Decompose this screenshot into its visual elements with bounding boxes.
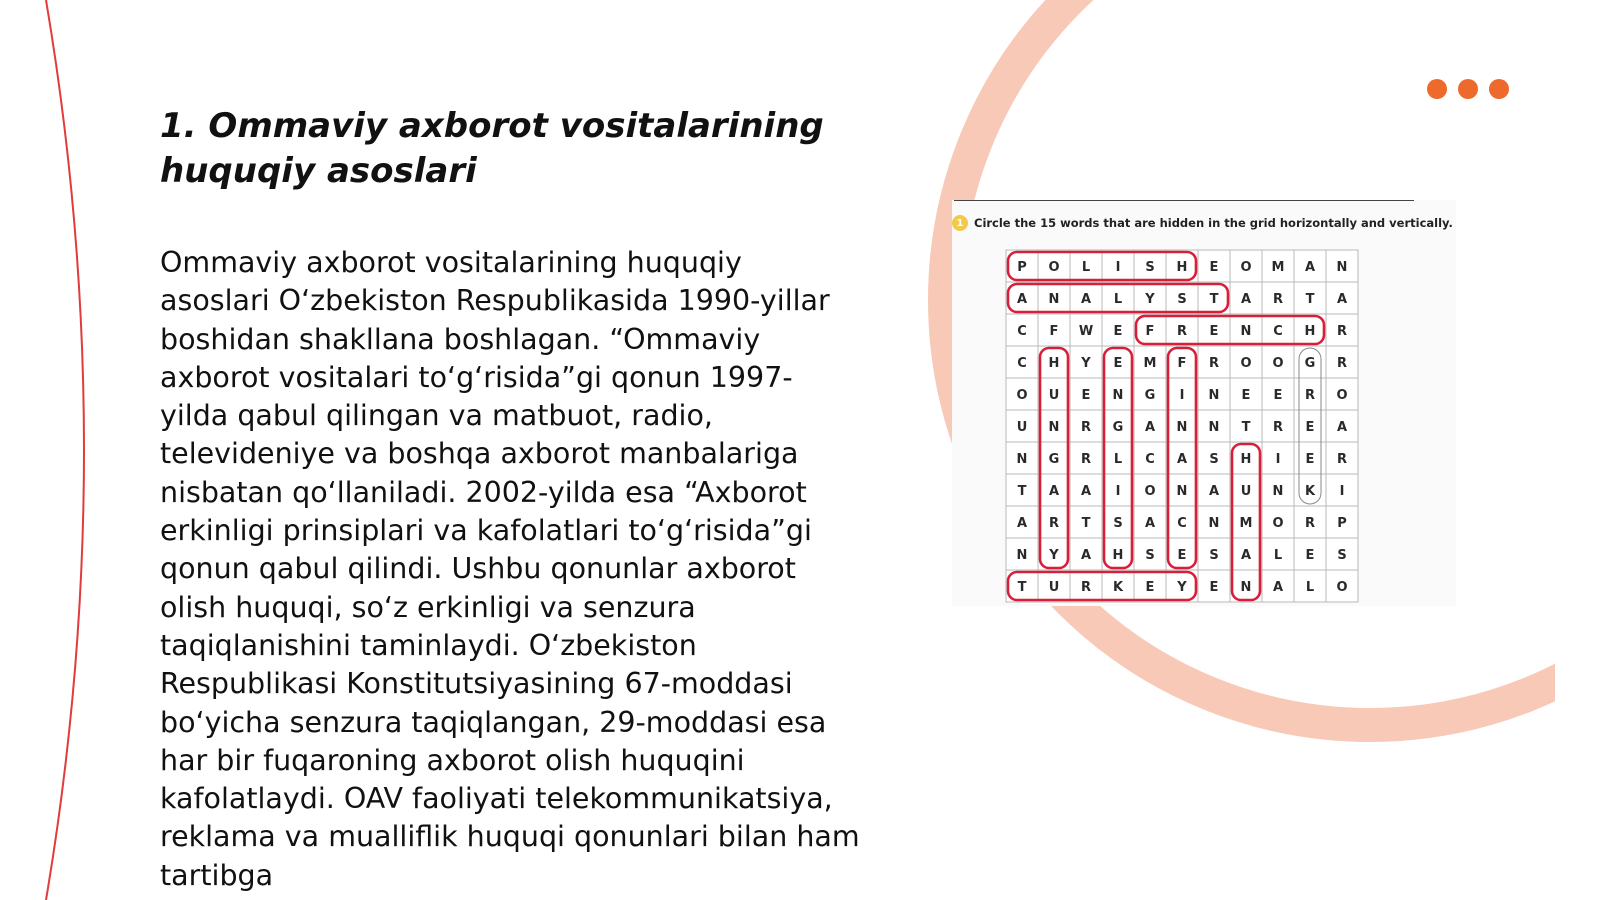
grid-letter: A — [1176, 452, 1188, 467]
grid-letter: N — [1272, 484, 1284, 499]
grid-letter: N — [1208, 388, 1220, 403]
grid-letter: E — [1145, 580, 1155, 595]
grid-letter: Y — [1177, 580, 1187, 595]
grid-letter: N — [1176, 484, 1188, 499]
grid-letter: I — [1339, 484, 1345, 499]
grid-letter: S — [1209, 452, 1219, 467]
grid-letter: E — [1305, 420, 1315, 435]
dot-icon — [1427, 79, 1447, 99]
grid-letter: E — [1081, 388, 1091, 403]
grid-letter: O — [1272, 516, 1284, 531]
grid-letter: T — [1017, 484, 1027, 499]
grid-letter: N — [1176, 420, 1188, 435]
grid-letter: F — [1049, 324, 1059, 339]
grid-letter: O — [1016, 388, 1028, 403]
grid-letter: N — [1336, 260, 1348, 275]
grid-letter: A — [1016, 292, 1028, 307]
grid-letter: Y — [1081, 356, 1091, 371]
grid-letter: C — [1017, 324, 1027, 339]
grid-letter: M — [1271, 260, 1285, 275]
grid-letter: T — [1305, 292, 1315, 307]
grid-letter: S — [1145, 260, 1155, 275]
grid-letter: E — [1273, 388, 1283, 403]
grid-letter: U — [1048, 580, 1060, 595]
grid-letter: O — [1336, 388, 1348, 403]
grid-letter: U — [1048, 388, 1060, 403]
grid-letter: N — [1208, 420, 1220, 435]
grid-letter: O — [1240, 356, 1252, 371]
letter-grid — [1006, 250, 1358, 602]
grid-letter: L — [1113, 452, 1123, 467]
grid-letter: L — [1113, 292, 1123, 307]
grid-letter: R — [1080, 420, 1092, 435]
grid-letter: H — [1048, 356, 1060, 371]
grid-letter: S — [1113, 516, 1123, 531]
grid-letter: R — [1336, 452, 1348, 467]
grid-letter: N — [1016, 452, 1028, 467]
grid-letter: S — [1145, 548, 1155, 563]
slide-body-text: Ommaviy axborot vositalarining huquqiy asoslari O‘zbekiston Respublikasida 1990-yillar boshidan shakllana boshlagan. “Ommaviy axborot vositalari to‘g‘risida”gi qonun 1997-yilda qabul qilingan va matbuot, radio, televideniye va boshqa axborot manbalariga nisbatan qo‘llaniladi. 2002-yilda esa “Axborot erkinligi prinsiplari va kafolatlari to‘g‘risida”gi qonun qabul qilindi. Ushbu qonunlar axborot olish huquqi, so‘z erkinligi va senzura taqiqlanishini taminlaydi. O‘zbekiston Respublikasi Konstitutsiyasining 67-moddasi bo‘yicha senzura taqiqlangan, 29-moddasi esa har bir fuqaroning axborot olish huquqini kafolatlaydi. OAV faoliyati telekommunikatsiya, reklama va mualliflik huquqi qonunlari bilan ham tartibga — [160, 246, 860, 892]
grid-letter: O — [1272, 356, 1284, 371]
grid-letter: S — [1209, 548, 1219, 563]
grid-letter: A — [1080, 548, 1092, 563]
grid-letter: G — [1048, 452, 1060, 467]
grid-letter: O — [1336, 580, 1348, 595]
grid-letter: A — [1304, 260, 1316, 275]
grid-letter: H — [1176, 260, 1188, 275]
grid-letter: A — [1080, 484, 1092, 499]
dot-icon — [1489, 79, 1509, 99]
grid-letter: Y — [1145, 292, 1155, 307]
grid-letter: N — [1016, 548, 1028, 563]
grid-letter: G — [1112, 420, 1124, 435]
grid-letter: R — [1208, 356, 1220, 371]
grid-letter: R — [1272, 292, 1284, 307]
instruction-row — [952, 214, 1453, 232]
grid-letter: A — [1336, 420, 1348, 435]
grid-letter: S — [1337, 548, 1347, 563]
divider — [954, 200, 1414, 201]
grid-letter: O — [1048, 260, 1060, 275]
grid-letter: P — [1337, 516, 1347, 531]
grid-letter: E — [1113, 356, 1123, 371]
menu-dots — [1427, 79, 1509, 99]
grid-letter: N — [1048, 420, 1060, 435]
grid-letter: A — [1272, 580, 1284, 595]
grid-letter: E — [1209, 580, 1219, 595]
grid-letter: C — [1145, 452, 1155, 467]
grid-letter: M — [1143, 356, 1157, 371]
grid-letter: U — [1240, 484, 1252, 499]
instruction-text: Circle the 15 words that are hidden in the grid horizontally and vertically. — [974, 216, 1453, 230]
grid-letter: A — [1144, 420, 1156, 435]
grid-letter: H — [1240, 452, 1252, 467]
grid-letter: R — [1080, 580, 1092, 595]
grid-letter: R — [1176, 324, 1188, 339]
grid-letter: E — [1209, 260, 1219, 275]
grid-letter: A — [1048, 484, 1060, 499]
grid-letter: E — [1305, 452, 1315, 467]
left-curve-line — [46, 0, 84, 900]
grid-letter: G — [1304, 356, 1316, 371]
grid-letter: C — [1017, 356, 1027, 371]
grid-letter: P — [1017, 260, 1027, 275]
grid-letter: L — [1273, 548, 1283, 563]
grid-letter: Y — [1049, 548, 1059, 563]
grid-letter: H — [1304, 324, 1316, 339]
grid-letter: R — [1080, 452, 1092, 467]
grid-letter: W — [1078, 324, 1094, 339]
grid-letter: N — [1048, 292, 1060, 307]
grid-letter: L — [1081, 260, 1091, 275]
grid-letter: N — [1240, 580, 1252, 595]
grid-letter: A — [1240, 548, 1252, 563]
grid-letter: R — [1048, 516, 1060, 531]
dot-icon — [1458, 79, 1478, 99]
grid-letter: U — [1016, 420, 1028, 435]
grid-letter: M — [1239, 516, 1253, 531]
grid-letter: H — [1112, 548, 1124, 563]
grid-letter: E — [1305, 548, 1315, 563]
grid-letter: N — [1208, 516, 1220, 531]
word-search-puzzle — [952, 200, 1456, 606]
grid-letter: R — [1304, 516, 1316, 531]
grid-letter: N — [1240, 324, 1252, 339]
grid-letter: S — [1177, 292, 1187, 307]
grid-letter: I — [1179, 388, 1185, 403]
grid-letter: R — [1272, 420, 1284, 435]
grid-letter: F — [1177, 356, 1187, 371]
slide-title: 1. Ommaviy axborot vositalarining huquqiy asoslari — [160, 106, 824, 191]
grid-letter: T — [1209, 292, 1219, 307]
grid-letter: K — [1112, 580, 1124, 595]
grid-letter: F — [1145, 324, 1155, 339]
grid-letter: G — [1144, 388, 1156, 403]
grid-letter: T — [1241, 420, 1251, 435]
grid-letter: I — [1275, 452, 1281, 467]
grid-letter: R — [1336, 324, 1348, 339]
grid-letter: E — [1113, 324, 1123, 339]
grid-letter: R — [1336, 356, 1348, 371]
grid-letter: A — [1080, 292, 1092, 307]
grid-letter: E — [1177, 548, 1187, 563]
grid-letter: E — [1209, 324, 1219, 339]
grid-letter: L — [1305, 580, 1315, 595]
grid-letter: R — [1304, 388, 1316, 403]
grid-letter: O — [1240, 260, 1252, 275]
grid-letter: T — [1017, 580, 1027, 595]
grid-letter: C — [1177, 516, 1187, 531]
grid-letter: T — [1081, 516, 1091, 531]
grid-letter: N — [1112, 388, 1124, 403]
grid-letter: E — [1241, 388, 1251, 403]
grid-letter: K — [1304, 484, 1316, 499]
grid-letter: A — [1240, 292, 1252, 307]
grid-letter: C — [1273, 324, 1283, 339]
grid-letter: A — [1336, 292, 1348, 307]
grid-letter: O — [1144, 484, 1156, 499]
grid-letter: A — [1144, 516, 1156, 531]
instruction-number-badge: 1 — [952, 215, 968, 231]
grid-letter: A — [1016, 516, 1028, 531]
grid-letter: A — [1208, 484, 1220, 499]
grid-letter: I — [1115, 260, 1121, 275]
grid-letter: I — [1115, 484, 1121, 499]
